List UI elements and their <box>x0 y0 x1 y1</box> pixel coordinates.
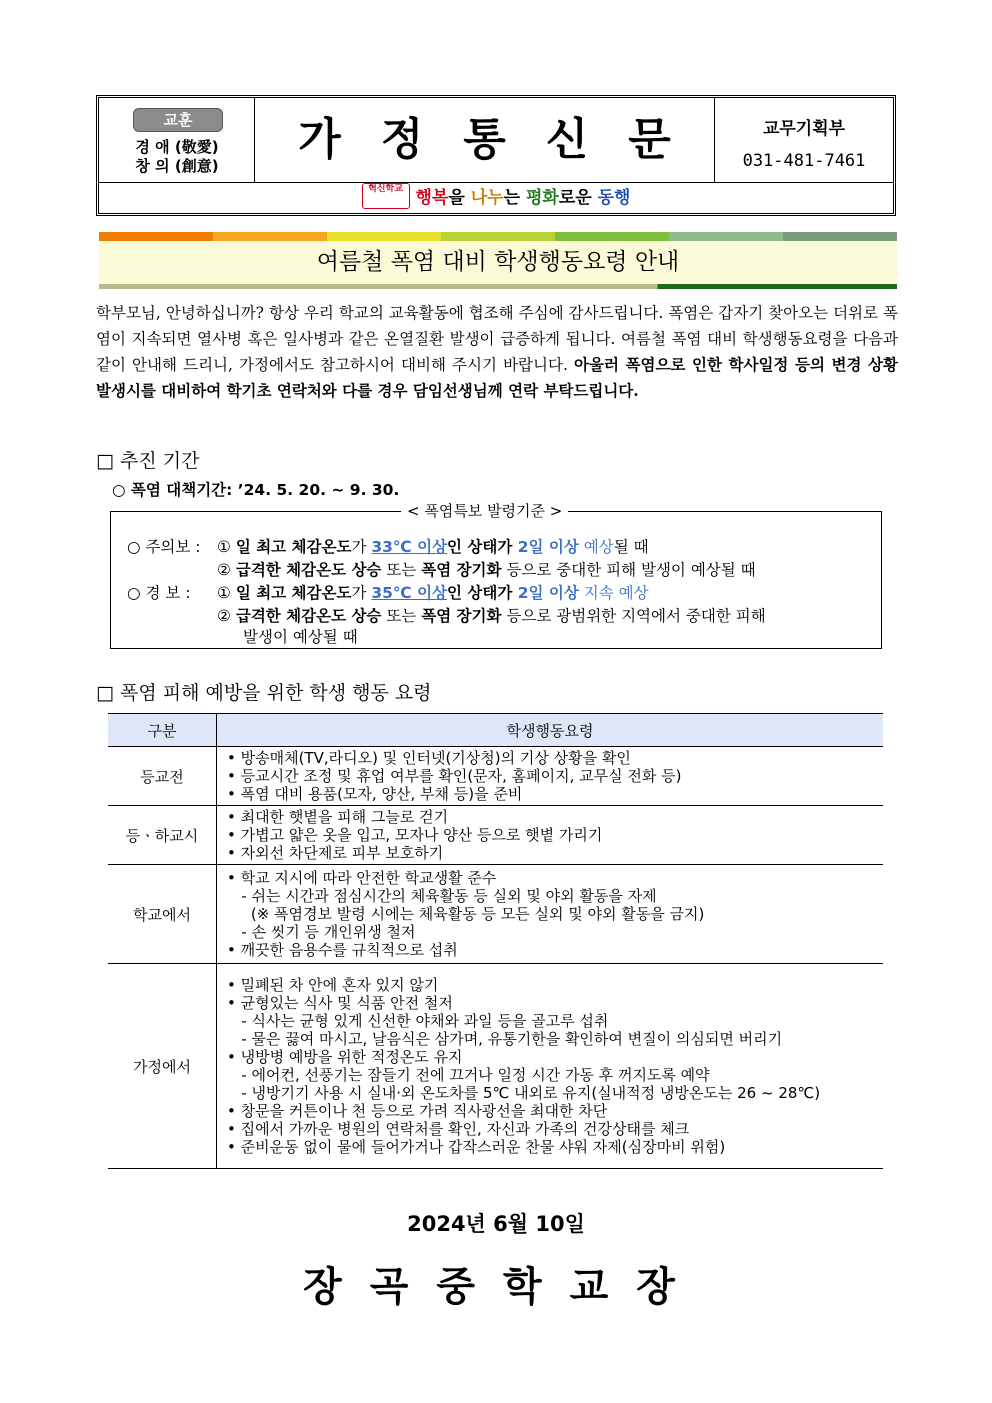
action-line: • 자외선 차단제로 피부 보호하기 <box>227 844 444 862</box>
table-row <box>108 865 883 964</box>
motto-line-1: 경 애 (敬愛) <box>135 138 219 156</box>
row-actions <box>217 964 884 1169</box>
txt: 또는 <box>381 561 422 579</box>
warning-criterion-1 <box>217 582 649 604</box>
txt: 인 상태가 <box>447 538 518 556</box>
temp: 35℃ 이상 <box>371 584 448 602</box>
action-line: - 식사는 균형 있게 신선한 야채와 과일 등을 골고루 섭취 <box>227 1012 609 1030</box>
action-line: - 에어컨, 선풍기는 잠들기 전에 끄거나 일정 시간 가동 후 꺼지도록 예약 <box>227 1066 710 1084</box>
warning-criterion-2 <box>217 605 766 627</box>
col-actions: 학생행동요령 <box>217 714 884 747</box>
num: ② <box>217 561 231 579</box>
action-line: - 물은 끓여 마시고, 날음식은 삼가며, 유통기한을 확인하여 변질이 의심되면 버리기 <box>227 1030 783 1048</box>
action-line: • 방송매체(TV,라디오) 및 인터넷(기상청)의 기상 상황을 확인 <box>227 749 631 767</box>
principal-signature: 장곡중학교장 <box>303 1264 703 1310</box>
emph: 일 최고 체감온도 <box>235 538 352 556</box>
department-name: 교무기획부 <box>762 119 846 139</box>
txt: 될 때 <box>613 538 649 556</box>
newsletter-header <box>96 95 896 216</box>
row-actions <box>217 747 884 806</box>
action-line: • 학교 지시에 따라 안전한 학교생활 준수 <box>227 869 497 887</box>
title-underline <box>99 284 897 289</box>
slogan-part: 동행 <box>597 188 631 208</box>
newsletter-title-cell <box>255 98 715 182</box>
txt: 가 <box>351 538 372 556</box>
advisory-criterion-1 <box>217 536 649 558</box>
school-slogan <box>99 182 893 214</box>
row-category: 학교에서 <box>108 865 217 964</box>
row-category: 가정에서 <box>108 964 217 1169</box>
action-line: • 냉방병 예방을 위한 적정온도 유지 <box>227 1048 463 1066</box>
department-cell <box>715 98 893 182</box>
txt: 또는 <box>381 607 422 625</box>
emph: 급격한 체감온도 상승 <box>235 561 382 579</box>
num: ① <box>217 584 231 602</box>
department-phone: 031-481-7461 <box>742 151 866 171</box>
heat-alert-criteria-box <box>110 502 882 649</box>
row-actions <box>217 806 884 865</box>
slogan-part: 행복 <box>415 188 449 208</box>
document-title: 여름철 폭염 대비 학생행동요령 안내 <box>99 241 897 284</box>
warning-label: ○ 경 보 : <box>127 584 191 602</box>
txt: 인 상태가 <box>447 584 518 602</box>
criteria-title: < 폭염특보 발령기준 > <box>401 500 568 521</box>
days: 2일 이상 <box>517 538 579 556</box>
txt: 등으로 광범위한 지역에서 중대한 피해 <box>501 607 766 625</box>
innovation-school-stamp: 혁신학교 <box>362 183 410 209</box>
row-category: 등ㆍ하교시 <box>108 806 217 865</box>
issue-date: 2024년 6월 10일 <box>407 1212 585 1236</box>
action-line: • 깨끗한 음용수를 규칙적으로 섭취 <box>227 941 458 959</box>
action-line: • 가볍고 얇은 옷을 입고, 모자나 양산 등으로 햇볕 가리기 <box>227 826 603 844</box>
color-bar-segment <box>441 232 555 241</box>
color-bar-segment <box>213 232 327 241</box>
emph: 폭염 장기화 <box>421 607 502 625</box>
expect: 예상 <box>583 538 614 556</box>
color-bar-segment <box>669 232 783 241</box>
action-line: • 집에서 가까운 병원의 연락처를 확인, 자신과 가족의 건강상태를 체크 <box>227 1120 690 1138</box>
color-bar-segment <box>555 232 669 241</box>
action-line: • 창문을 커튼이나 천 등으로 가려 직사광선을 최대한 차단 <box>227 1102 608 1120</box>
intro-paragraph <box>96 300 898 404</box>
action-line: • 밀폐된 차 안에 혼자 있지 않기 <box>227 976 439 994</box>
slogan-part: 는 <box>503 188 526 208</box>
motto-line-2: 창 의 (創意) <box>135 157 219 175</box>
emph: 일 최고 체감온도 <box>235 584 352 602</box>
table-row <box>108 806 883 865</box>
expect: 지속 예상 <box>583 584 649 602</box>
slogan-part: 을 <box>448 188 471 208</box>
warning-criterion-2-cont: 발생이 예상될 때 <box>243 628 358 646</box>
row-actions <box>217 865 884 964</box>
emph: 폭염 장기화 <box>421 561 502 579</box>
action-line: - 쉬는 시간과 점심시간의 체육활동 등 실외 및 야외 활동을 자제 <box>227 887 657 905</box>
slogan-part: 나누 <box>470 188 504 208</box>
section-period-heading: □ 추진 기간 <box>96 450 200 472</box>
table-header-row <box>108 714 883 747</box>
days: 2일 이상 <box>517 584 579 602</box>
school-motto <box>99 98 255 182</box>
newsletter-title: 가정통신문 <box>298 114 711 165</box>
temp: 33℃ 이상 <box>371 538 448 556</box>
color-bar-segment <box>327 232 441 241</box>
action-line: • 준비운동 없이 물에 들어가거나 갑작스러운 찬물 샤워 자제(심장마비 위험) <box>227 1138 726 1156</box>
decorative-color-bar <box>99 232 897 241</box>
emph: 급격한 체감온도 상승 <box>235 607 382 625</box>
slogan-part: 평화 <box>525 188 559 208</box>
intro-bold-text: 아울러 폭염으로 인한 학사일정 등의 변경 상황 발생시를 대비하여 학기초 연락처와 다를 경우 담임선생님께 연락 부탁드립니다. <box>96 355 898 400</box>
txt: 가 <box>351 584 372 602</box>
advisory-label: ○ 주의보 : <box>127 538 201 556</box>
action-line: • 폭염 대비 용품(모자, 양산, 부채 등)을 준비 <box>227 785 523 803</box>
action-line: (※ 폭염경보 발령 시에는 체육활동 등 모든 실외 및 야외 활동을 금지) <box>227 905 705 923</box>
action-line: • 최대한 햇볕을 피해 그늘로 걷기 <box>227 808 449 826</box>
txt: 등으로 중대한 피해 발생이 예상될 때 <box>501 561 756 579</box>
num: ② <box>217 607 231 625</box>
advisory-criterion-2 <box>217 559 756 581</box>
intro-text: 학부모님, 안녕하십니까? 항상 우리 학교의 교육활동에 협조해 주심에 감사드립니다. 폭염은 갑자기 찾아오는 더위로 폭염이 지속되면 열사병 혹은 일사병과 같은 온열질환 발생이 급증하게 됩니다. 여름철 폭염 대비 학생행동요령을 다음과 같이 안내해 드리니, 가정에서도 참고하시어 대비해 주시기 바랍니다. <box>96 304 898 374</box>
period-text: ○ 폭염 대책기간: ’24. 5. 20. ~ 9. 30. <box>112 481 400 499</box>
table-row <box>108 964 883 1169</box>
color-bar-segment <box>99 232 213 241</box>
col-category: 구분 <box>108 714 217 747</box>
action-line: • 등교시간 조정 및 휴업 여부를 확인(문자, 홈페이지, 교무실 전화 등) <box>227 767 682 785</box>
row-category: 등교전 <box>108 747 217 806</box>
table-row <box>108 747 883 806</box>
action-line: - 손 씻기 등 개인위생 철저 <box>227 923 416 941</box>
student-actions-table <box>108 713 883 1169</box>
color-bar-segment <box>783 232 897 241</box>
num: ① <box>217 538 231 556</box>
motto-badge: 교훈 <box>133 108 223 132</box>
action-line: • 균형있는 식사 및 식품 안전 철저 <box>227 994 453 1012</box>
action-line: - 냉방기기 사용 시 실내·외 온도차를 5℃ 내외로 유지(실내적정 냉방온도는 26 ~ 28℃) <box>227 1084 821 1102</box>
section-actions-heading: □ 폭염 피해 예방을 위한 학생 행동 요령 <box>96 682 432 704</box>
slogan-text <box>416 188 631 208</box>
slogan-part: 로운 <box>558 188 598 208</box>
